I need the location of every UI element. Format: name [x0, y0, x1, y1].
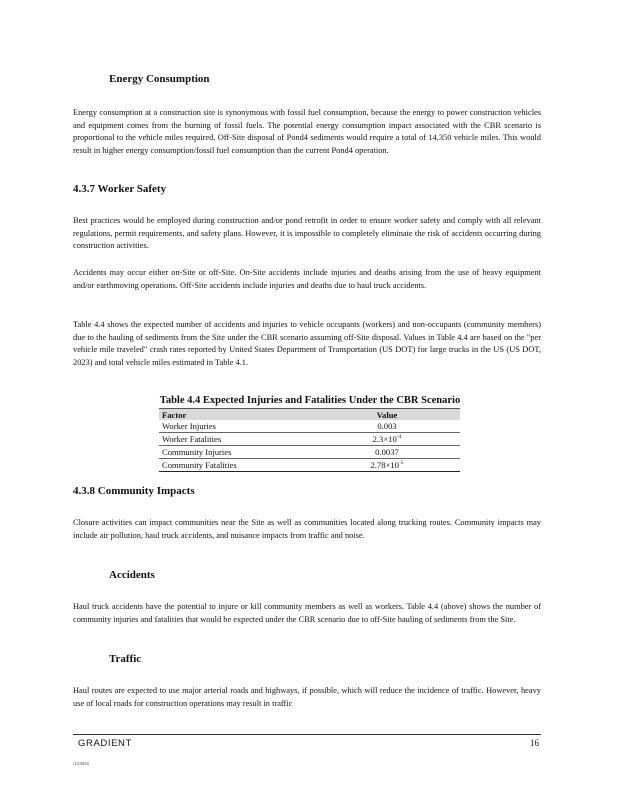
- worker-safety-heading: 4.3.7 Worker Safety: [73, 183, 167, 195]
- energy-consumption-heading: Energy Consumption: [109, 73, 210, 85]
- table-row: [159, 446, 460, 459]
- gradient-logo: GRADIENT: [78, 738, 132, 749]
- table-header-row: [159, 409, 460, 421]
- worker-safety-paragraph-1: Best practices would be employed during construction and/or pond retrofit in order to ensure worker safety and comply with all relevant regulations, permit requirements, and safety plans. However, it is impossible to completely eliminate the risk of accidents occurring during construction activities.: [73, 216, 541, 251]
- row-value: $2.78\times 10^{-5}$: [314, 459, 460, 472]
- row-factor: Community Fatalities: [159, 459, 314, 472]
- accidents-paragraph: Haul truck accidents have the potential to injure or kill community members as well as workers. Table 4.4 (above) shows the number of community injuries and fatalities that would be expected under the CBR scenario due to off-Site hauling of sediments from the Site.: [73, 602, 541, 624]
- table-grid: [159, 408, 460, 472]
- traffic-paragraph: Haul routes are expected to use major arterial roads and highways, if possible, which will reduce the incidence of traffic. However, heavy use of local roads for construction operations may result in traffic: [73, 686, 541, 708]
- traffic-heading: Traffic: [109, 653, 142, 665]
- page-number: 16: [530, 738, 539, 748]
- row-value: 0.0037: [314, 446, 460, 459]
- worker-safety-paragraph-3: Table 4.4 shows the expected number of accidents and injuries to vehicle occupants (workers) and non-occupants (community members) due to the hauling of sediments from the Site under the CBR scenario assuming off-Site disposal. Values in Table 4.4 are based on the "per vehicle mile traveled" crash rates reported by United States Department of Transportation (US DOT) for large trucks in the US (US DOT, 2023) and total vehicle miles estimated in Table 4.1.: [73, 320, 541, 367]
- row-value: 0.003: [314, 420, 460, 433]
- footer-divider: [73, 734, 541, 735]
- community-impacts-heading: 4.3.8 Community Impacts: [73, 485, 195, 497]
- community-impacts-paragraph: Closure activities can impact communities near the Site as well as communities located along trucking routes. Community impacts may include air pollution, haul truck accidents, and nuisance impacts from traffic and noise.: [73, 518, 541, 540]
- accidents-heading: Accidents: [109, 569, 155, 581]
- worker-safety-paragraph-2: Accidents may occur either on-Site or off-Site. On-Site accidents include injuries and deaths arising from the use of heavy equipment and/or earthmoving operations. Off-Site accidents include injuries and deaths due to haul truck accidents.: [73, 268, 541, 290]
- row-factor: Worker Fatalities: [159, 433, 314, 446]
- table-title: Table 4.4 Expected Injuries and Fatalities Under the CBR Scenario: [159, 395, 461, 406]
- table-row: [159, 433, 460, 446]
- row-factor: Community Injuries: [159, 446, 314, 459]
- energy-consumption-paragraph: Energy consumption at a construction site is synonymous with fossil fuel consumption, because the energy to power construction vehicles and equipment comes from the burning of fossil fuels. The potential energy consumption impact associated with the CBR scenario is proportional to the vehicle miles required. Off-Site disposal of Pond4 sediments would require a total of 14,350 vehicle miles. This would result in higher energy consumption/fossil fuel consumption than the current Pond4 operation.: [73, 108, 541, 155]
- exponent: -5: [398, 460, 404, 467]
- exponent: -4: [396, 434, 402, 441]
- document-id: r1236Ni: [73, 761, 89, 766]
- table-row: [159, 420, 460, 433]
- row-factor: Worker Injuries: [159, 420, 314, 433]
- table-row: [159, 459, 460, 472]
- column-header-value: Value: [314, 409, 460, 421]
- column-header-factor: Factor: [159, 409, 314, 421]
- row-value: $2.3\times 10^{-4}$: [314, 433, 460, 446]
